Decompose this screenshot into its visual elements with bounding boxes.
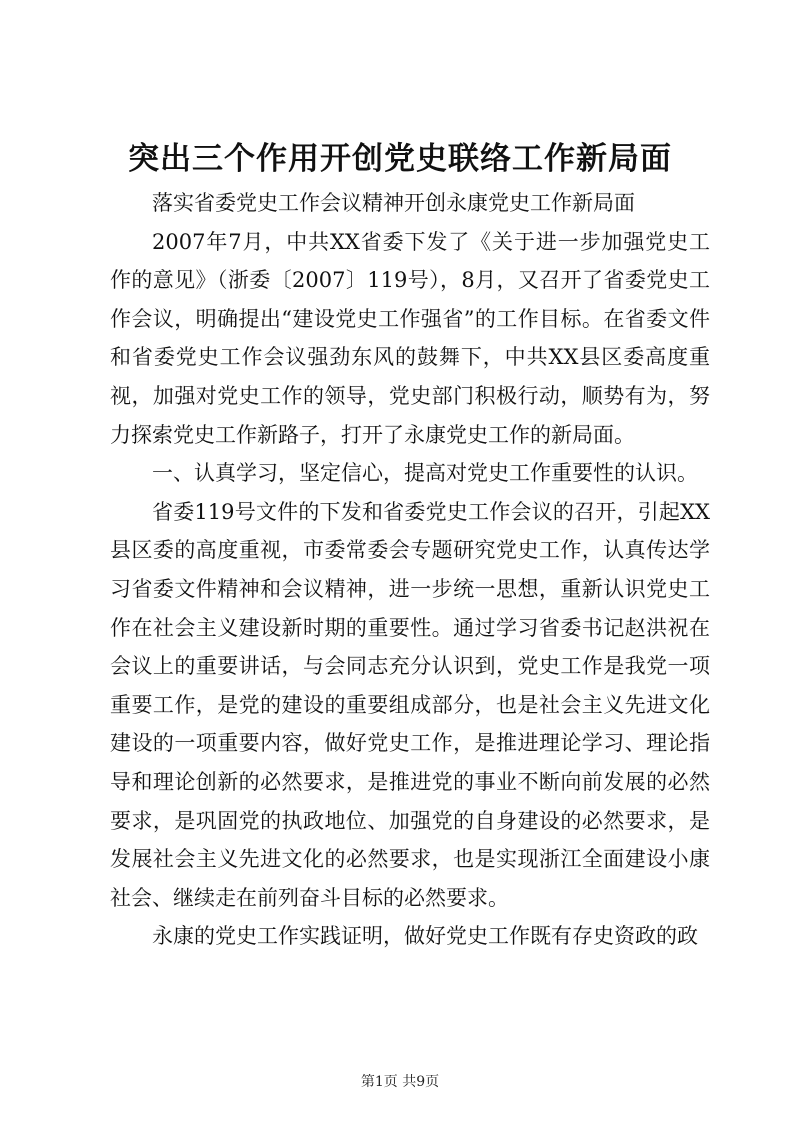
intro-paragraph: 2007年7月，中共XX省委下发了《关于进一步加强党史工作的意见》（浙委〔2007〕119号），8月，又召开了省委党史工作会议，明确提出“建设党史工作强省”的工作目标。在省委文件和省委党史工作会议强劲东风的鼓舞下，中共XX县区委高度重视，加强对党史工作的领导，党史部门积极行动，顺势有为，努力探索党史工作新路子，打开了永康党史工作的新局面。 [110, 229, 710, 447]
page-number-footer: 第1页 共9页 [360, 1074, 440, 1090]
subtitle-paragraph: 落实省委党史工作会议精神开创永康党史工作新局面 [152, 191, 635, 215]
body-paragraph: 省委119号文件的下发和省委党史工作会议的召开，引起XX县区委的高度重视，市委常委会专题研究党史工作，认真传达学习省委文件精神和会议精神，进一步统一思想，重新认识党史工作在社会主义建设新时期的重要性。通过学习省委书记赵洪祝在会议上的重要讲话，与会同志充分认识到，党史工作是我党一项重要工作，是党的建设的重要组成部分，也是社会主义先进文化建设的一项重要内容，做好党史工作，是推进理论学习、理论指导和理论创新的必然要求，是推进党的事业不断向前发展的必然要求，是巩固党的执政地位、加强党的自身建设的必然要求，是发展社会主义先进文化的必然要求，也是实现浙江全面建设小康社会、继续走在前列奋斗目标的必然要求。 [110, 499, 710, 910]
body-paragraph-continued: 永康的党史工作实践证明，做好党史工作既有存史资政的政 [152, 924, 698, 949]
document-body [110, 184, 710, 956]
document-title: 突出三个作用开创党史联络工作新局面 [128, 141, 672, 177]
section-heading: 一、认真学习，坚定信心，提高对党史工作重要性的认识。 [152, 461, 698, 486]
